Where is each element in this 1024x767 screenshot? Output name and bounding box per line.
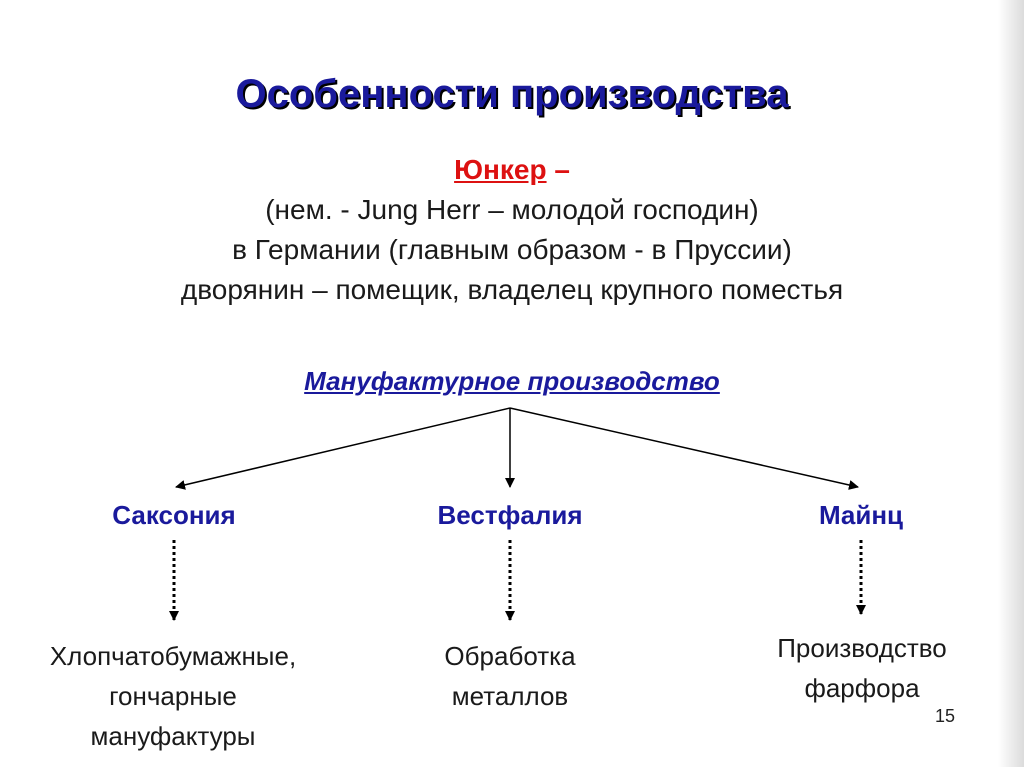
industry-saxony-line-3: мануфактуры (90, 721, 256, 751)
manufacture-heading: Мануфактурное производство (304, 366, 720, 396)
definition-line-1: (нем. - Jung Herr – молодой господин) (265, 194, 759, 225)
definition-line-3: дворянин – помещик, владелец крупного поместья (180, 274, 844, 305)
definition-term-dash: – (554, 154, 570, 185)
page-number: 15 (935, 706, 956, 726)
industry-mainz-line-1: Производство (777, 633, 947, 663)
industry-westphalia (400, 636, 620, 716)
industry-westphalia-line-2: металлов (451, 681, 569, 711)
industry-saxony (0, 636, 346, 756)
definition-term: Юнкер (454, 154, 547, 185)
arrow-to-mainz (510, 408, 858, 487)
slide-title: Особенности производства (235, 72, 789, 116)
arrow-to-saxony (176, 408, 510, 487)
region-saxony: Саксония (112, 500, 236, 530)
region-westphalia: Вестфалия (437, 500, 583, 530)
industry-saxony-line-1: Хлопчатобумажные, (49, 641, 297, 671)
industry-westphalia-line-1: Обработка (444, 641, 576, 671)
definition-line-2: в Германии (главным образом - в Пруссии) (232, 234, 792, 265)
industry-saxony-line-2: гончарные (109, 681, 237, 711)
industry-mainz (740, 628, 984, 708)
industry-mainz-line-2: фарфора (804, 673, 920, 703)
region-mainz: Майнц (818, 500, 904, 530)
